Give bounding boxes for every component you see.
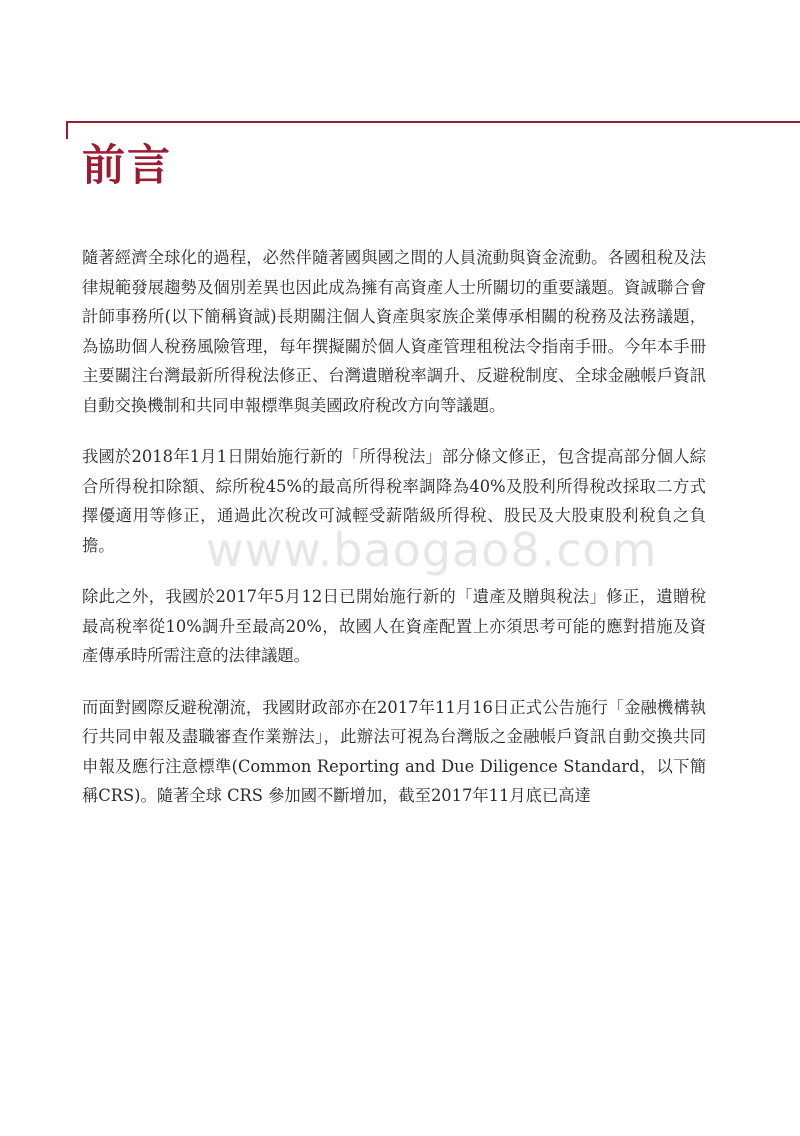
page-title: 前言 <box>82 141 172 191</box>
paragraph-estate-gift-tax: 除此之外，我國於2017年5月12日已開始施行新的「遺產及贈與稅法」修正，遺贈稅最高稅率從10%調升至最高20%，故國人在資產配置上亦須思考可能的應對措施及資產傳承時所需注意的法律議題。 <box>82 587 706 665</box>
watermark: www.baogao8.com <box>206 523 658 577</box>
paragraph-income-tax: 我國於2018年1月1日開始施行新的「所得稅法」部分條文修正，包含提高部分個人綜合所得稅扣除額、綜所稅45%的最高所得稅率調降為40%及股利所得稅改採取二方式擇優適用等修正，通過此次稅改可減輕受薪階級所得稅、股民及大股東股利稅負之負擔。 <box>82 447 706 555</box>
header-rule-vertical <box>66 121 68 139</box>
paragraph-intro: 隨著經濟全球化的過程，必然伴隨著國與國之間的人員流動與資金流動。各國租稅及法律規範發展趨勢及個別差異也因此成為擁有高資產人士所關切的重要議題。資誠聯合會計師事務所(以下簡稱資誠)長期關注個人資產與家族企業傳承相關的稅務及法務議題，為協助個人稅務風險管理，每年撰擬關於個人資產管理租稅法令指南手冊。今年本手冊主要關注台灣最新所得稅法修正、台灣遺贈稅率調升、反避稅制度、全球金融帳戶資訊自動交換機制和共同申報標準與美國政府稅改方向等議題。 <box>82 248 706 415</box>
paragraph-crs: 而面對國際反避稅潮流，我國財政部亦在2017年11月16日正式公告施行「金融機構執行共同申報及盡職審查作業辦法」，此辦法可視為台灣版之金融帳戶資訊自動交換共同申報及應行注意標準(Common Reporting and Due Diligence Standard，以下簡稱CRS)。隨著全球 CRS 參加國不斷增加，截至2017年11月底已高達 <box>82 697 706 805</box>
header-rule-horizontal <box>66 121 800 123</box>
body-text <box>82 243 706 833</box>
